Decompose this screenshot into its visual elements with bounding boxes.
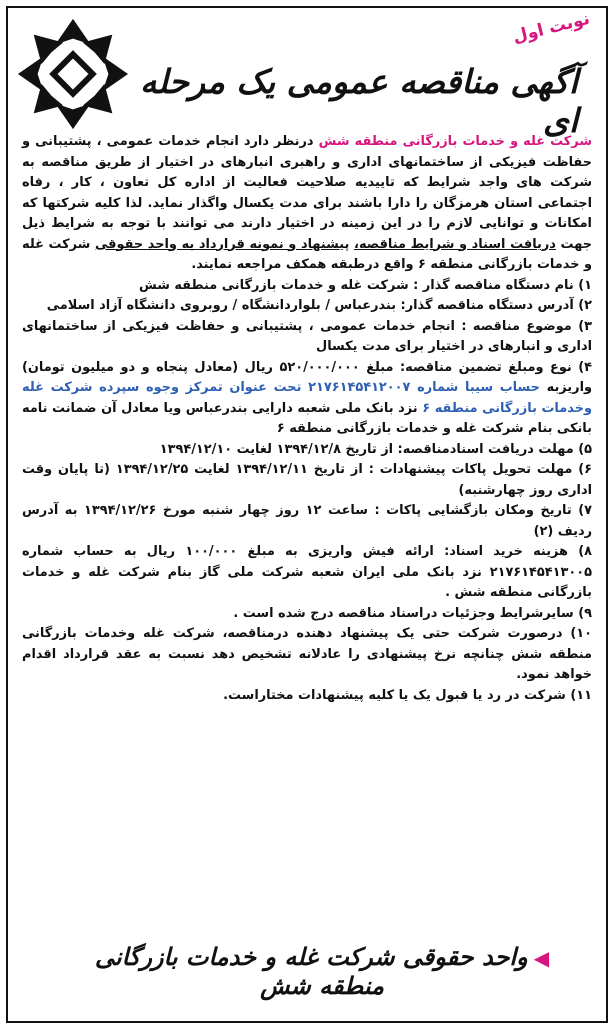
company-logo-icon: [14, 14, 132, 134]
list-item: ۸) هزینه خرید اسناد: ارائه فیش واریزی به مبلغ ۱۰۰/۰۰۰ ریال به حساب شماره ۲۱۷۶۱۴۵۴۱۳۰۰۵ نزد بانک ملی ایران شعبه شرکت ملی گاز بنام شرکت غله و خدمات بازرگانی منطقه شش .: [22, 544, 593, 600]
arrow-left-icon: ◀: [533, 946, 550, 970]
first-round-badge: نوبت اول: [510, 8, 592, 48]
list-item: ۷) تاریخ ومکان بازگشایی پاکات : ساعت ۱۲ روز چهار شنبه مورخ ۱۳۹۴/۱۲/۲۶ به آدرس ردیف (۲): [22, 503, 592, 539]
intro-paragraph: شرکت غله و خدمات بازرگانی منطقه شش درنظر دارد انجام خدمات عمومی ، پشتیبانی و حفاظت فیزیکی از ساختمانهای اداری و راهبری انبارهای در اختیار از طریق مناقصه به شرکت های واجد شرایط که تاییدیه صلاحیت فعالیت از اداره کل تعاون ، کار ، رفاه اجتماعی استان هرمزگان را دارا باشند برای مدت یکسال واگذار نماید. لذا کلیه شرکتها که امکانات و توانایی لازم را در این زمینه در اختیار دارند می توانند با توجه به شرایط ذیل جهت دریافت اسناد و شرایط مناقصه، پیشنهاد و نمونه قرارداد به واحد حقوقی شرکت غله و خدمات بازرگانی منطقه ۶ واقع درطبقه همکف مراجعه نمایند.: [22, 134, 593, 272]
list-item: ۹) سایرشرایط وجزئیات دراسناد مناقصه درج شده است .: [233, 605, 592, 621]
list-item: ۵) مهلت دریافت اسنادمناقصه: از تاریخ ۱۳۹۴/۱۲/۸ لغایت ۱۳۹۴/۱۲/۱۰: [159, 441, 592, 457]
notice-body: [22, 132, 592, 706]
list-item: ۶) مهلت تحویل پاکات پیشنهادات : از تاریخ ۱۳۹۴/۱۲/۱۱ لغایت ۱۳۹۴/۱۲/۲۵ (تا پایان وقت اداری روز چهارشنبه): [22, 462, 593, 498]
list-item: ۲) آدرس دستگاه مناقصه گذار: بندرعباس / بلواردانشگاه / روبروی دانشگاه آزاد اسلامی: [46, 298, 592, 313]
list-item: ۱) نام دستگاه مناقصه گذار : شرکت غله و خدمات بازرگانی منطقه شش: [138, 277, 592, 293]
list-item: ۴) نوع ومبلغ تضمین مناقصه: مبلغ ۵۲۰/۰۰۰/۰۰۰ ریال (معادل پنجاه و دو میلیون تومان) واریزبه حساب سیبا شماره ۲۱۷۶۱۴۵۴۱۲۰۰۷ تحت عنوان تمرکز وجوه سپرده شرکت غله وخدمات بازرگانی منطقه ۶ نزد بانک ملی شعبه دارایی بندرعباس ویا معادل آن ضمانت نامه بانکی بنام شرکت غله و خدمات بازرگانی منطقه ۶: [22, 359, 593, 436]
account-info: حساب سیبا شماره ۲۱۷۶۱۴۵۴۱۲۰۰۷ تحت عنوان تمرکز وجوه سپرده شرکت غله وخدمات بازرگانی منطقه ۶: [22, 380, 593, 416]
list-item: ۱۱) شرکت در رد یا قبول یک یا کلیه پیشنهادات مختاراست.: [223, 687, 592, 703]
page-title: آگهی مناقصه عمومی یک مرحله ای: [140, 62, 578, 140]
signature-line: ◀واحد حقوقی شرکت غله و خدمات بازرگانی منطقه شش: [94, 942, 550, 1000]
list-item: ۳) موضوع مناقصه : انجام خدمات عمومی ، پشتیبانی و حفاظت فیزیکی از ساختمانهای اداری و انبارهای در اختیار برای مدت یکسال: [22, 318, 592, 354]
company-name: شرکت غله و خدمات بازرگانی منطقه شش: [318, 134, 593, 149]
list-item: ۱۰) درصورت شرکت حتی یک پیشنهاد دهنده درمناقصه، شرکت غله وخدمات بازرگانی منطقه شش چنانچه نرخ پیشنهادی را عادلانه تشخیص دهد نسبت به عقد قرارداد اقدام خواهد نمود.: [22, 626, 592, 682]
